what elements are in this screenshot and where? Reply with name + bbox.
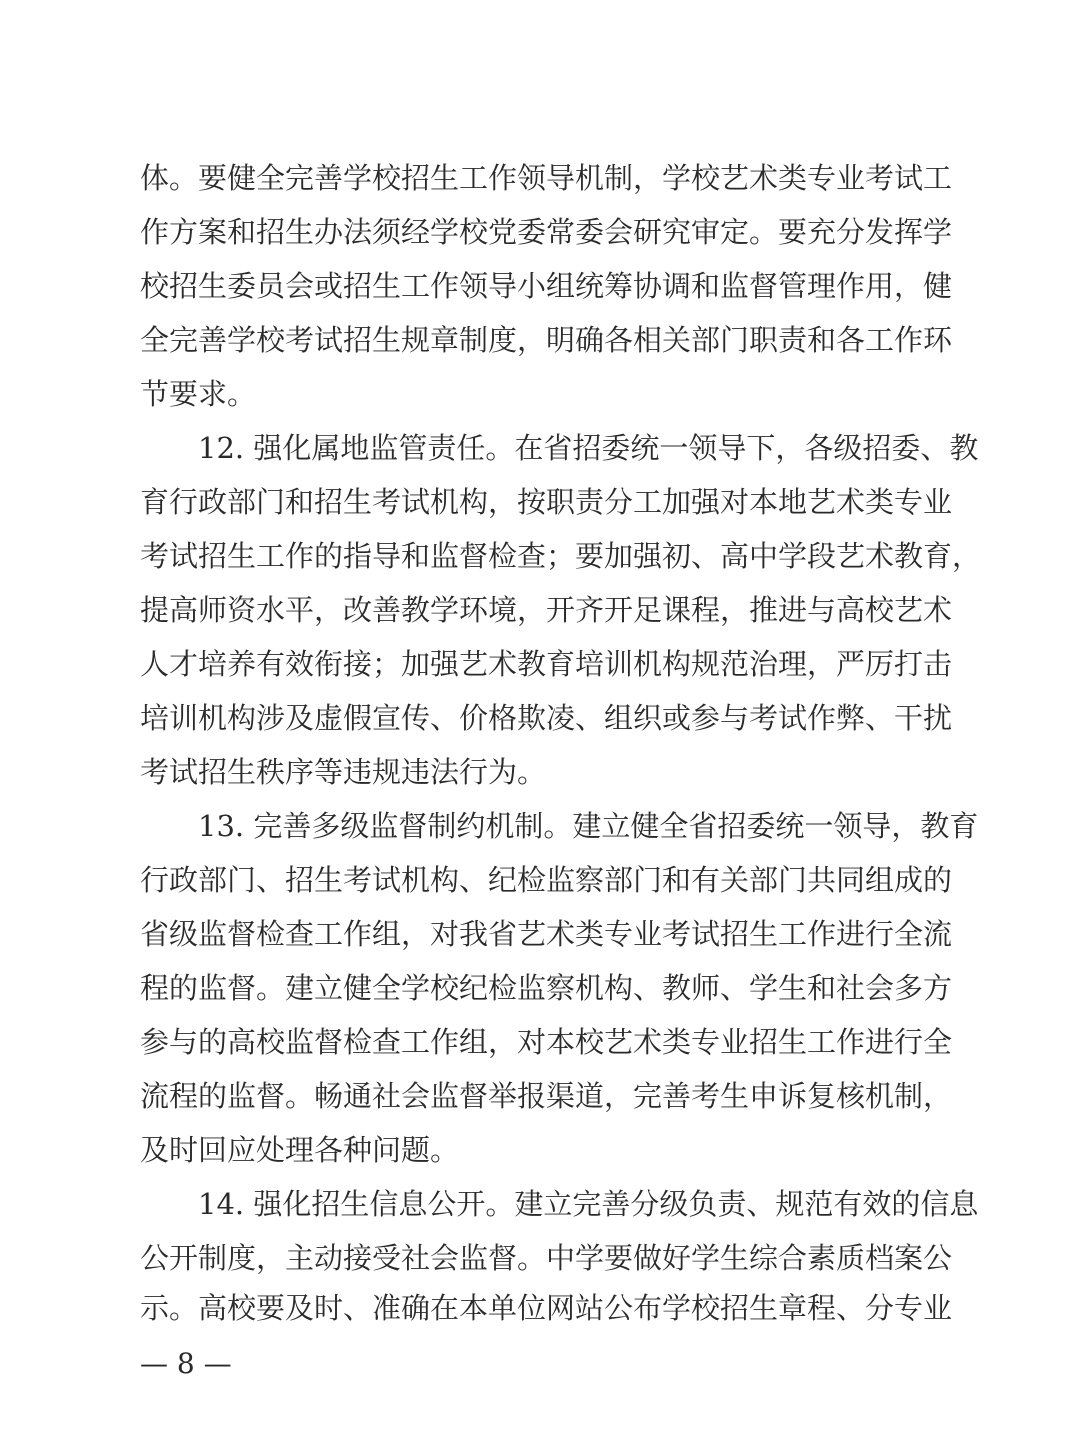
text-line: 人才培养有效衔接；加强艺术教育培训机构规范治理，严厉打击 — [140, 647, 953, 681]
text-line: 作方案和招生办法须经学校党委常委会研究审定。要充分发挥学 — [140, 215, 953, 249]
text-line: 公开制度，主动接受社会监督。中学要做好学生综合素质档案公 — [140, 1241, 953, 1275]
text-line: 提高师资水平，改善教学环境，开齐开足课程，推进与高校艺术 — [140, 593, 953, 627]
text-line: 考试招生秩序等违规违法行为。 — [140, 755, 547, 789]
text-line: 行政部门、招生考试机构、纪检监察部门和有关部门共同组成的 — [140, 863, 953, 897]
text-line: 培训机构涉及虚假宣传、价格欺凌、组织或参与考试作弊、干扰 — [140, 701, 953, 735]
text-line: 全完善学校考试招生规章制度，明确各相关部门职责和各工作环 — [140, 323, 953, 357]
text-line: 节要求。 — [140, 377, 257, 411]
text-line: 育行政部门和招生考试机构，按职责分工加强对本地艺术类专业 — [140, 485, 953, 519]
text-line: 参与的高校监督检查工作组，对本校艺术类专业招生工作进行全 — [140, 1025, 953, 1059]
paragraph-12-heading: 12. 强化属地监管责任。在省招委统一领导下，各级招委、教 — [198, 431, 979, 465]
paragraph-13-heading: 13. 完善多级监督制约机制。建立健全省招委统一领导，教育 — [198, 809, 979, 843]
text-line: 示。高校要及时、准确在本单位网站公布学校招生章程、分专业 — [140, 1291, 953, 1325]
page-number: — 8 — — [140, 1347, 232, 1380]
text-line: 体。要健全完善学校招生工作领导机制，学校艺术类专业考试工 — [140, 161, 953, 195]
text-line: 校招生委员会或招生工作领导小组统筹协调和监督管理作用，健 — [140, 269, 953, 303]
text-line: 考试招生工作的指导和监督检查；要加强初、高中学段艺术教育， — [140, 539, 982, 573]
text-line: 省级监督检查工作组，对我省艺术类专业考试招生工作进行全流 — [140, 917, 953, 951]
text-line: 及时回应处理各种问题。 — [140, 1133, 460, 1167]
text-line: 流程的监督。畅通社会监督举报渠道，完善考生申诉复核机制， — [140, 1079, 953, 1113]
text-line: 程的监督。建立健全学校纪检监察机构、教师、学生和社会多方 — [140, 971, 953, 1005]
paragraph-14-heading: 14. 强化招生信息公开。建立完善分级负责、规范有效的信息 — [198, 1187, 979, 1221]
